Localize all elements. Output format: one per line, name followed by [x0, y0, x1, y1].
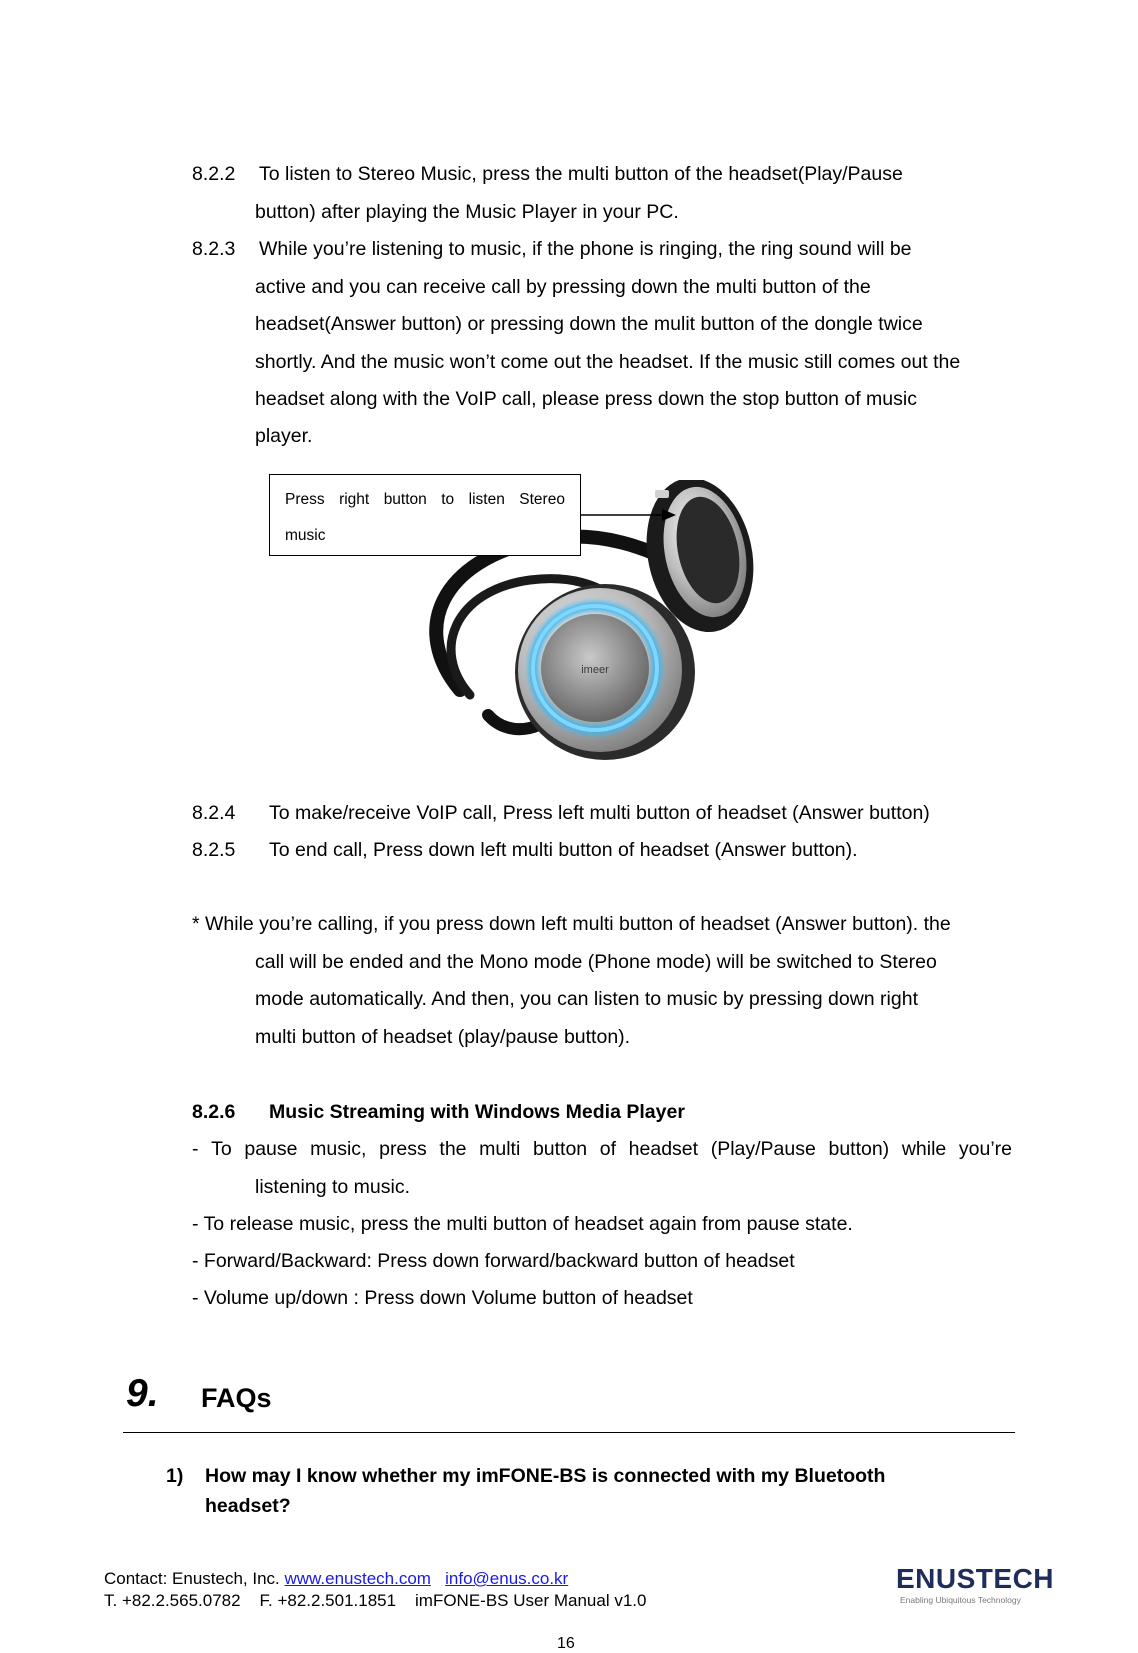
- section-number: 8.2.5: [192, 839, 236, 861]
- bullet-pause-line1: [192, 1137, 1012, 1161]
- section-text: To end call, Press down left multi button of headset (Answer button).: [269, 839, 858, 861]
- callout-arrow: [580, 505, 680, 525]
- bullet-word: of: [599, 1138, 617, 1160]
- section-number: 8.2.6: [192, 1101, 236, 1123]
- callout-line1: [285, 489, 565, 511]
- phone-number: T. +82.2.565.0782: [104, 1591, 241, 1610]
- faq-number: 1): [166, 1465, 184, 1487]
- callout-box: [269, 474, 581, 556]
- section-text: To listen to Stereo Music, press the multi button of the headset(Play/Pause: [259, 163, 903, 185]
- section-8-2-3-line6: player.: [255, 425, 313, 447]
- bullet-word: music,: [310, 1138, 367, 1160]
- email-link[interactable]: info@enus.co.kr: [445, 1569, 569, 1588]
- bullet-forward-backward: - Forward/Backward: Press down forward/backward button of headset: [192, 1250, 795, 1272]
- chapter-divider: [123, 1432, 1015, 1433]
- footer-phone-line: [104, 1590, 646, 1611]
- bullet-word: pause: [244, 1138, 298, 1160]
- section-8-2-3-line3: headset(Answer button) or pressing down the mulit button of the dongle twice: [255, 313, 923, 335]
- contact-label: Contact: Enustech, Inc.: [104, 1569, 280, 1588]
- website-link[interactable]: www.enustech.com: [284, 1569, 431, 1588]
- bullet-word: press: [379, 1138, 427, 1160]
- callout-line2: music: [285, 527, 326, 544]
- callout-word: right: [339, 491, 370, 508]
- faq-question-1-line1: [166, 1464, 885, 1488]
- bullet-word: (Play/Pause: [710, 1138, 816, 1160]
- callout-word: Stereo: [519, 491, 565, 508]
- section-number: 8.2.2: [192, 163, 236, 185]
- note-line2: call will be ended and the Mono mode (Phone mode) will be switched to Stereo: [255, 951, 937, 973]
- section-text: To make/receive VoIP call, Press left multi button of headset (Answer button): [269, 802, 930, 824]
- section-8-2-2-line2: button) after playing the Music Player in your PC.: [255, 201, 679, 223]
- bullet-word: button): [828, 1138, 890, 1160]
- bullet-volume: - Volume up/down : Press down Volume button of headset: [192, 1287, 693, 1309]
- callout-word: to: [441, 491, 455, 508]
- section-number: 8.2.3: [192, 238, 236, 260]
- bullet-release: - To release music, press the multi button of headset again from pause state.: [192, 1213, 853, 1235]
- chapter-heading: [126, 1372, 159, 1416]
- bullet-word: the: [439, 1138, 467, 1160]
- section-8-2-2-line1: [192, 162, 903, 186]
- faq-question-1-line2: headset?: [205, 1495, 291, 1517]
- section-8-2-3-line1: [192, 237, 912, 261]
- logo-wordmark: ENUSTECH: [896, 1563, 1055, 1594]
- note-line1: * While you’re calling, if you press down left multi button of headset (Answer button). the: [192, 913, 951, 935]
- callout-word: listen: [468, 491, 505, 508]
- section-8-2-4: [192, 801, 930, 825]
- bullet-word: To: [211, 1138, 232, 1160]
- left-earcup: [515, 584, 695, 760]
- svg-text:imeer: imeer: [581, 664, 609, 676]
- fax-number: F. +82.2.501.1851: [259, 1591, 397, 1610]
- bullet-word: you’re: [958, 1138, 1012, 1160]
- callout-word: button: [383, 491, 427, 508]
- section-8-2-3-line5: headset along with the VoIP call, please press down the stop button of music: [255, 388, 917, 410]
- section-text: While you’re listening to music, if the phone is ringing, the ring sound will be: [259, 238, 912, 260]
- play-pause-button: [655, 490, 669, 498]
- faq-question-text: How may I know whether my imFONE-BS is connected with my Bluetooth: [205, 1465, 886, 1487]
- bullet-word: button: [532, 1138, 588, 1160]
- manual-version: imFONE-BS User Manual v1.0: [415, 1591, 647, 1610]
- bullet-word: -: [192, 1138, 199, 1160]
- section-8-2-3-line2: active and you can receive call by pressing down the multi button of the: [255, 276, 871, 298]
- logo-tagline: Enabling Ubiquitous Technology: [900, 1595, 1021, 1605]
- bullet-word: while: [901, 1138, 947, 1160]
- footer-contact: [104, 1568, 568, 1589]
- section-title: Music Streaming with Windows Media Player: [269, 1101, 685, 1123]
- note-line3: mode automatically. And then, you can listen to music by pressing down right: [255, 988, 918, 1010]
- enustech-logo: [896, 1563, 1055, 1606]
- chapter-title: FAQs: [201, 1383, 272, 1413]
- callout-word: Press: [285, 491, 325, 508]
- section-number: 8.2.4: [192, 802, 236, 824]
- bullet-pause-line2: listening to music.: [255, 1176, 410, 1198]
- bullet-word: headset: [628, 1138, 699, 1160]
- chapter-number: 9.: [126, 1372, 159, 1415]
- note-line4: multi button of headset (play/pause button).: [255, 1026, 631, 1048]
- bullet-word: multi: [479, 1138, 521, 1160]
- page-number: 16: [557, 1635, 575, 1652]
- section-8-2-5: [192, 838, 858, 862]
- section-8-2-3-line4: shortly. And the music won’t come out the headset. If the music still comes out the: [255, 351, 961, 373]
- section-8-2-6-heading: [192, 1100, 685, 1124]
